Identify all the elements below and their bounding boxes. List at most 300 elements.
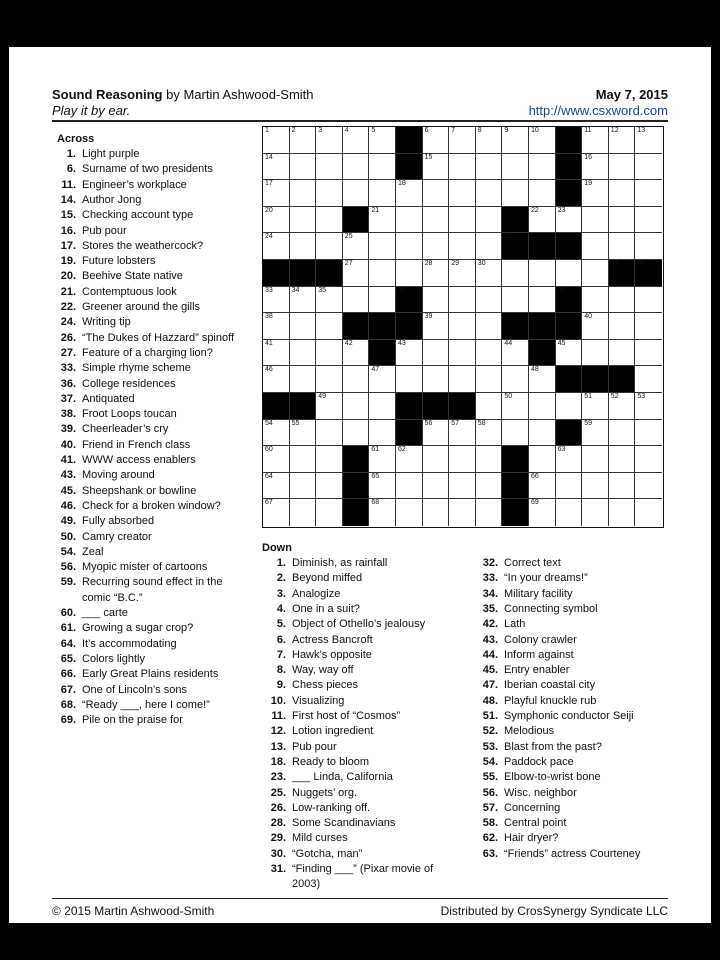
grid-cell[interactable] [290, 180, 317, 207]
clue-number: 1. [66, 148, 76, 160]
clue-number: 42. [482, 618, 498, 631]
grid-cell[interactable] [502, 420, 529, 447]
clue-text: Colony crawler [504, 633, 577, 646]
clue-text: WWW access enablers [82, 454, 196, 466]
grid-cell[interactable] [529, 260, 556, 287]
cell-number: 15 [424, 153, 433, 161]
grid-cell[interactable] [502, 287, 529, 314]
clue-text: Symphonic conductor Seiji [504, 710, 634, 722]
grid-cell[interactable] [476, 287, 503, 314]
cell-number: 69 [531, 499, 539, 507]
grid-cell[interactable] [556, 207, 583, 234]
cell-number: 5 [371, 127, 376, 134]
grid-cell[interactable] [263, 127, 290, 154]
cell-number: 45 [557, 339, 566, 347]
grid-cell[interactable] [635, 154, 662, 181]
grid-cell[interactable] [449, 207, 476, 234]
grid-cell[interactable] [423, 233, 450, 260]
grid-cell[interactable] [476, 180, 503, 207]
cell-number: 53 [637, 393, 646, 400]
clue-number: 60. [60, 607, 76, 619]
grid-cell[interactable] [502, 340, 529, 367]
across-heading: Across [57, 133, 95, 145]
grid-cell[interactable] [635, 499, 662, 526]
cell-number: 21 [371, 206, 380, 214]
grid-cell[interactable] [369, 127, 396, 154]
black-square [423, 393, 450, 420]
grid-cell[interactable] [582, 499, 609, 526]
grid-cell[interactable] [582, 287, 609, 314]
cell-number: 47 [371, 366, 380, 374]
grid-cell[interactable] [476, 340, 503, 367]
grid-cell[interactable] [316, 154, 343, 181]
cell-number: 64 [265, 472, 273, 480]
cell-number: 39 [424, 313, 433, 321]
cell-number: 48 [531, 366, 539, 374]
clue-text: Entry enabler [504, 664, 570, 677]
clue-text: First host of “Cosmos” [292, 710, 401, 722]
grid-cell[interactable] [343, 260, 370, 287]
grid-cell[interactable] [529, 473, 556, 500]
title-text: Sound Reasoning [52, 87, 163, 102]
crossword-grid[interactable] [262, 126, 664, 528]
grid-cell[interactable] [582, 180, 609, 207]
grid-cell[interactable] [369, 420, 396, 447]
cell-number: 8 [477, 127, 482, 134]
grid-cell[interactable] [290, 127, 317, 154]
grid-cell[interactable] [449, 127, 476, 154]
black-square [290, 260, 317, 287]
cell-number: 13 [637, 127, 646, 134]
grid-cell[interactable] [343, 127, 370, 154]
grid-cell[interactable] [263, 287, 290, 314]
grid-cell[interactable] [316, 446, 343, 473]
grid-cell[interactable] [635, 340, 662, 367]
clue-text: Analogize [292, 587, 341, 600]
clue-text-continued: comic “B.C.” [82, 591, 143, 604]
clue-text: Feature of a charging lion? [82, 346, 213, 359]
grid-cell[interactable] [263, 366, 290, 393]
byline: by Martin Ashwood-Smith [162, 87, 314, 102]
grid-cell[interactable] [556, 473, 583, 500]
grid-cell[interactable] [290, 207, 317, 234]
grid-cell[interactable] [582, 420, 609, 447]
grid-cell[interactable] [476, 207, 503, 234]
grid-cell[interactable] [609, 313, 636, 340]
clue-text: It’s accommodating [82, 637, 177, 650]
grid-cell[interactable] [316, 207, 343, 234]
cell-number: 52 [610, 393, 619, 400]
grid-cell[interactable] [423, 340, 450, 367]
grid-cell[interactable] [635, 207, 662, 234]
clue-text: One of Lincoln’s sons [82, 683, 187, 696]
clue-text: Playful knuckle rub [504, 694, 597, 707]
puzzle-subtitle: Play it by ear. [52, 103, 131, 118]
grid-cell[interactable] [396, 233, 423, 260]
grid-cell[interactable] [396, 499, 423, 526]
grid-cell[interactable] [396, 446, 423, 473]
grid-cell[interactable] [396, 207, 423, 234]
cell-number: 55 [291, 419, 300, 427]
grid-cell[interactable] [609, 446, 636, 473]
grid-cell[interactable] [582, 393, 609, 420]
grid-cell[interactable] [449, 473, 476, 500]
black-square [609, 260, 636, 287]
grid-cell[interactable] [476, 127, 503, 154]
grid-cell[interactable] [502, 393, 529, 420]
clue-number: 56. [60, 561, 76, 574]
grid-cell[interactable] [449, 499, 476, 526]
grid-cell[interactable] [449, 313, 476, 340]
grid-cell[interactable] [582, 313, 609, 340]
grid-cell[interactable] [369, 207, 396, 234]
clue-number: 17. [60, 239, 76, 252]
black-square [369, 340, 396, 367]
grid-cell[interactable] [369, 366, 396, 393]
grid-cell[interactable] [582, 473, 609, 500]
cell-number: 51 [584, 393, 592, 400]
grid-cell[interactable] [609, 127, 636, 154]
grid-cell[interactable] [476, 446, 503, 473]
clue-number: 6. [66, 163, 76, 176]
clue-number: 69. [60, 714, 76, 727]
clue-number: 18. [270, 755, 286, 768]
grid-cell[interactable] [396, 366, 423, 393]
black-square [556, 233, 583, 260]
grid-cell[interactable] [423, 207, 450, 234]
grid-cell[interactable] [609, 473, 636, 500]
grid-cell[interactable] [263, 446, 290, 473]
grid-cell[interactable] [423, 366, 450, 393]
clue-number: 40. [60, 438, 76, 451]
clue-text: Stores the weathercock? [82, 239, 204, 252]
grid-cell[interactable] [396, 473, 423, 500]
cell-number: 68 [371, 499, 380, 507]
clue-text: Correct text [504, 557, 561, 569]
grid-cell[interactable] [476, 233, 503, 260]
grid-cell[interactable] [369, 446, 396, 473]
grid-cell[interactable] [502, 260, 529, 287]
clue-number: 43. [482, 633, 498, 646]
grid-cell[interactable] [263, 473, 290, 500]
grid-cell[interactable] [423, 473, 450, 500]
clue-text: Moving around [82, 469, 155, 482]
grid-cell[interactable] [343, 233, 370, 260]
clue-text: Lath [504, 618, 526, 631]
footer-divider [52, 898, 668, 899]
grid-cell[interactable] [529, 287, 556, 314]
clue-number: 11. [61, 178, 76, 191]
grid-cell[interactable] [609, 393, 636, 420]
grid-cell[interactable] [556, 260, 583, 287]
clue-number: 10. [270, 694, 286, 707]
clue-number: 38. [60, 408, 76, 421]
grid-cell[interactable] [263, 207, 290, 234]
clue-number: 27. [60, 346, 76, 359]
grid-cell[interactable] [369, 473, 396, 500]
grid-cell[interactable] [290, 233, 317, 260]
cell-number: 1 [265, 127, 269, 134]
grid-cell[interactable] [476, 260, 503, 287]
grid-cell[interactable] [529, 207, 556, 234]
grid-cell[interactable] [609, 420, 636, 447]
clue-text: One in a suit? [292, 602, 360, 615]
clue-text: Connecting symbol [504, 602, 598, 615]
grid-cell[interactable] [263, 420, 290, 447]
grid-cell[interactable] [502, 154, 529, 181]
clue-number: 11. [271, 710, 286, 722]
grid-cell[interactable] [529, 366, 556, 393]
grid-cell[interactable] [263, 180, 290, 207]
clue-number: 62. [482, 832, 498, 845]
grid-cell[interactable] [582, 127, 609, 154]
puzzle-title [52, 87, 314, 102]
clue-text: Zeal [82, 545, 104, 558]
grid-cell[interactable] [290, 473, 317, 500]
grid-cell[interactable] [582, 340, 609, 367]
grid-cell[interactable] [635, 127, 662, 154]
grid-cell[interactable] [556, 446, 583, 473]
clue-text: Paddock pace [504, 755, 574, 768]
grid-cell[interactable] [369, 499, 396, 526]
grid-cell[interactable] [343, 180, 370, 207]
grid-cell[interactable] [502, 366, 529, 393]
grid-cell[interactable] [449, 340, 476, 367]
grid-cell[interactable] [369, 260, 396, 287]
cell-number: 2 [291, 127, 296, 134]
grid-cell[interactable] [396, 180, 423, 207]
grid-cell[interactable] [449, 366, 476, 393]
grid-cell[interactable] [635, 233, 662, 260]
grid-cell[interactable] [316, 499, 343, 526]
grid-cell[interactable] [582, 233, 609, 260]
grid-cell[interactable] [343, 366, 370, 393]
grid-cell[interactable] [423, 446, 450, 473]
grid-cell[interactable] [396, 340, 423, 367]
clue-number: 47. [482, 679, 498, 692]
grid-cell[interactable] [369, 287, 396, 314]
grid-cell[interactable] [529, 499, 556, 526]
grid-cell[interactable] [343, 340, 370, 367]
cell-number: 37 [557, 286, 566, 294]
grid-cell[interactable] [449, 233, 476, 260]
grid-cell[interactable] [263, 313, 290, 340]
clue-text-continued: 2003) [292, 878, 321, 891]
clue-text: Beyond miffed [292, 572, 363, 585]
clue-number: 23. [270, 771, 286, 784]
clue-text: Myopic mister of cartoons [82, 561, 208, 574]
grid-cell[interactable] [476, 499, 503, 526]
grid-cell[interactable] [290, 499, 317, 526]
grid-cell[interactable] [502, 180, 529, 207]
grid-cell[interactable] [290, 154, 317, 181]
clue-text: Light purple [82, 148, 140, 160]
clue-number: 31. [270, 863, 286, 875]
clue-text: Check for a broken window? [82, 499, 221, 512]
grid-cell[interactable] [582, 260, 609, 287]
clue-number: 44. [482, 648, 498, 661]
clue-text: Nuggets’ org. [292, 786, 358, 799]
black-square [396, 154, 423, 181]
clue-text: Colors lightly [82, 652, 145, 665]
grid-cell[interactable] [449, 420, 476, 447]
grid-cell[interactable] [609, 499, 636, 526]
clue-number: 51. [482, 710, 498, 722]
clue-text: Greener around the gills [82, 301, 201, 313]
grid-cell[interactable] [290, 313, 317, 340]
grid-cell[interactable] [290, 446, 317, 473]
grid-cell[interactable] [449, 287, 476, 314]
grid-cell[interactable] [635, 313, 662, 340]
clue-text: Iberian coastal city [504, 679, 596, 692]
grid-cell[interactable] [316, 180, 343, 207]
grid-cell[interactable] [502, 127, 529, 154]
grid-cell[interactable] [316, 393, 343, 420]
grid-cell[interactable] [343, 154, 370, 181]
grid-cell[interactable] [582, 154, 609, 181]
grid-cell[interactable] [316, 340, 343, 367]
grid-cell[interactable] [635, 366, 662, 393]
grid-cell[interactable] [582, 446, 609, 473]
cell-number: 19 [584, 180, 592, 188]
clue-text: Inform against [504, 648, 574, 661]
grid-cell[interactable] [449, 154, 476, 181]
grid-cell[interactable] [343, 287, 370, 314]
grid-cell[interactable] [290, 340, 317, 367]
grid-cell[interactable] [290, 287, 317, 314]
cell-number: 61 [371, 446, 380, 454]
grid-cell[interactable] [290, 420, 317, 447]
grid-cell[interactable] [609, 154, 636, 181]
grid-cell[interactable] [423, 260, 450, 287]
grid-cell[interactable] [449, 180, 476, 207]
black-square [556, 287, 583, 314]
grid-cell[interactable] [609, 287, 636, 314]
grid-cell[interactable] [316, 233, 343, 260]
black-square [502, 446, 529, 473]
grid-cell[interactable] [316, 313, 343, 340]
grid-cell[interactable] [316, 287, 343, 314]
clue-number: 12. [270, 725, 286, 738]
grid-cell[interactable] [529, 446, 556, 473]
black-square [502, 473, 529, 500]
clue-number: 33. [60, 362, 76, 375]
grid-cell[interactable] [529, 127, 556, 154]
grid-cell[interactable] [343, 420, 370, 447]
grid-cell[interactable] [635, 393, 662, 420]
grid-cell[interactable] [316, 420, 343, 447]
clue-text: Pile on the praise for [82, 714, 183, 727]
black-square [449, 393, 476, 420]
grid-cell[interactable] [423, 154, 450, 181]
grid-cell[interactable] [263, 499, 290, 526]
grid-cell[interactable] [635, 287, 662, 314]
cell-number: 41 [265, 339, 273, 347]
grid-cell[interactable] [290, 366, 317, 393]
clue-number: 25. [270, 786, 286, 799]
website-link[interactable]: http://www.csxword.com [528, 103, 668, 118]
grid-cell[interactable] [556, 393, 583, 420]
grid-cell[interactable] [449, 260, 476, 287]
grid-cell[interactable] [449, 446, 476, 473]
cell-number: 18 [398, 180, 406, 188]
black-square [556, 366, 583, 393]
black-square [502, 313, 529, 340]
grid-cell[interactable] [263, 154, 290, 181]
grid-cell[interactable] [369, 393, 396, 420]
grid-cell[interactable] [423, 313, 450, 340]
grid-cell[interactable] [609, 207, 636, 234]
clue-number: 53. [482, 740, 498, 753]
grid-cell[interactable] [476, 313, 503, 340]
clue-number: 13. [270, 740, 286, 753]
cell-number: 58 [477, 419, 486, 427]
grid-cell[interactable] [423, 420, 450, 447]
grid-cell[interactable] [263, 340, 290, 367]
grid-cell[interactable] [582, 207, 609, 234]
grid-cell[interactable] [316, 473, 343, 500]
clue-number: 56. [482, 786, 498, 799]
grid-cell[interactable] [609, 180, 636, 207]
header-divider [52, 120, 668, 122]
cell-number: 65 [371, 472, 380, 480]
grid-cell[interactable] [476, 366, 503, 393]
clue-text: Ready to bloom [292, 755, 370, 768]
grid-cell[interactable] [476, 393, 503, 420]
grid-cell[interactable] [369, 154, 396, 181]
grid-cell[interactable] [635, 180, 662, 207]
clue-text: “The Dukes of Hazzard” spinoff [82, 331, 235, 344]
grid-cell[interactable] [635, 446, 662, 473]
clue-number: 32. [482, 557, 498, 569]
grid-cell[interactable] [396, 260, 423, 287]
clue-text: Diminish, as rainfall [292, 557, 388, 569]
black-square [343, 499, 370, 526]
clue-number: 55. [482, 771, 498, 784]
grid-cell[interactable] [369, 180, 396, 207]
grid-cell[interactable] [423, 180, 450, 207]
grid-cell[interactable] [476, 154, 503, 181]
clue-number: 14. [60, 193, 76, 206]
grid-cell[interactable] [476, 473, 503, 500]
grid-cell[interactable] [369, 233, 396, 260]
clue-number: 26. [60, 331, 76, 344]
grid-cell[interactable] [635, 420, 662, 447]
grid-cell[interactable] [635, 473, 662, 500]
grid-cell[interactable] [556, 340, 583, 367]
cell-number: 23 [557, 206, 566, 214]
grid-cell[interactable] [476, 420, 503, 447]
clue-number: 58. [482, 817, 498, 830]
cell-number: 36 [398, 286, 406, 294]
grid-cell[interactable] [529, 393, 556, 420]
grid-cell[interactable] [609, 340, 636, 367]
grid-cell[interactable] [316, 127, 343, 154]
grid-cell[interactable] [529, 154, 556, 181]
grid-cell[interactable] [343, 393, 370, 420]
grid-cell[interactable] [423, 499, 450, 526]
clue-text: Mild curses [292, 832, 348, 845]
grid-cell[interactable] [316, 366, 343, 393]
grid-cell[interactable] [609, 233, 636, 260]
grid-cell[interactable] [263, 233, 290, 260]
cell-number: 44 [504, 339, 513, 347]
grid-cell[interactable] [529, 420, 556, 447]
grid-cell[interactable] [556, 499, 583, 526]
grid-cell[interactable] [529, 180, 556, 207]
grid-cell[interactable] [423, 127, 450, 154]
grid-cell[interactable] [423, 287, 450, 314]
